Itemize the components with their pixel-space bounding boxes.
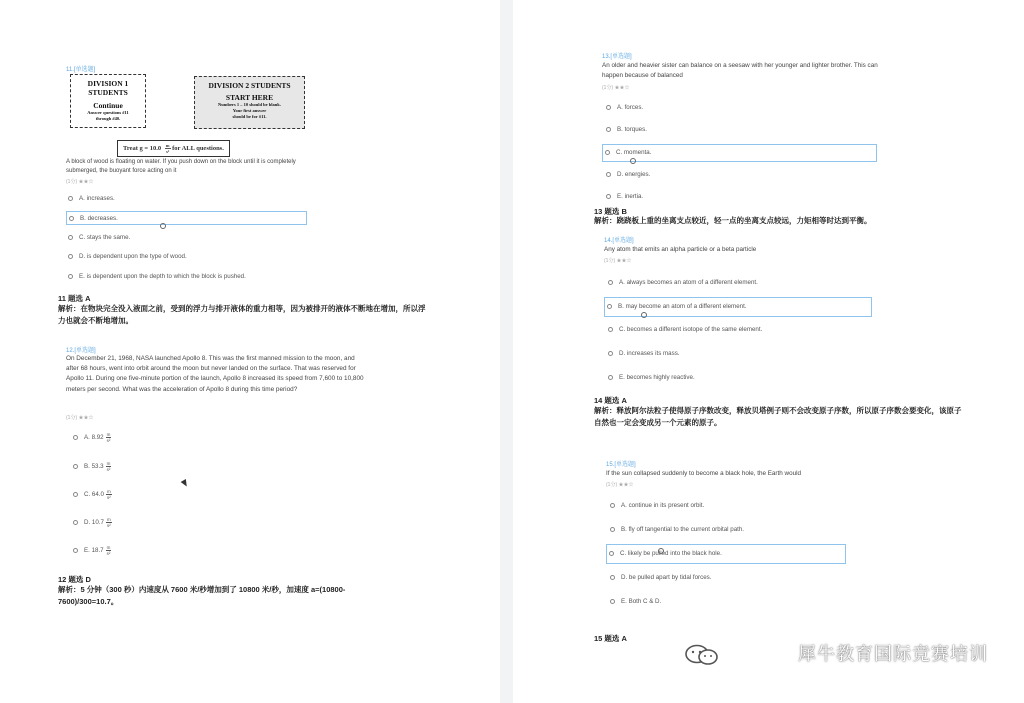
radio-icon[interactable] bbox=[73, 435, 78, 440]
radio-icon[interactable] bbox=[606, 172, 611, 177]
option-b[interactable] bbox=[604, 123, 647, 137]
radio-icon[interactable] bbox=[73, 520, 78, 525]
question-meta: (1分) ★★☆ bbox=[602, 85, 630, 91]
unit-fraction bbox=[106, 461, 112, 472]
left-page bbox=[0, 0, 500, 703]
option-label: E. 18.7 bbox=[84, 547, 104, 554]
option-label: B. fly off tangential to the current orbital path. bbox=[621, 526, 745, 533]
unit-fraction bbox=[106, 489, 112, 500]
option-label: C. likely be pulled into the black hole. bbox=[620, 550, 722, 557]
radio-icon[interactable] bbox=[73, 464, 78, 469]
radio-icon[interactable] bbox=[608, 351, 613, 356]
answer-label: 12 题选 D bbox=[58, 575, 91, 584]
unit-denominator: s² bbox=[106, 550, 111, 556]
option-e[interactable] bbox=[66, 270, 246, 284]
option-label: D. 10.7 bbox=[84, 519, 104, 526]
explanation-text: 解析：5 分钟（300 秒）内速度从 7600 米/秒增加到了 10800 米/秒，加速度 a=(10800-7600)/300=10.7。 bbox=[58, 585, 346, 606]
option-label: A. increases. bbox=[79, 195, 115, 202]
gravity-note-prefix: Treat g = 10.0 bbox=[123, 144, 162, 152]
question-tag: 12.[单选题] bbox=[66, 348, 96, 354]
question-text: An older and heavier sister can balance on a seesaw with her younger and lighter brother. This can happen because of balanced bbox=[602, 62, 878, 79]
option-a[interactable] bbox=[606, 276, 758, 290]
unit-fraction bbox=[106, 517, 112, 528]
unit-denominator: s² bbox=[166, 149, 170, 154]
division2-note: Numbers 1 – 10 should be blank. bbox=[218, 102, 281, 107]
question-tag: 13.[单选题] bbox=[602, 54, 632, 60]
division2-action: START HERE bbox=[225, 93, 274, 102]
unit-fraction bbox=[106, 432, 112, 443]
question-tag: 14.[单选题] bbox=[604, 238, 634, 244]
explanation-text: 解析：跷跷板上重的坐离支点较近，轻一点的坐离支点较远，力矩相等时达到平衡。 bbox=[594, 216, 872, 225]
unit-numerator: m bbox=[106, 488, 111, 494]
unit-numerator: m bbox=[106, 516, 111, 522]
radio-icon[interactable] bbox=[68, 254, 73, 259]
option-label: C. stays the same. bbox=[79, 234, 131, 241]
option-label: C. 64.0 bbox=[84, 491, 104, 498]
radio-icon[interactable] bbox=[606, 105, 611, 110]
unit-denominator: s² bbox=[106, 466, 111, 472]
gravity-note bbox=[117, 140, 230, 157]
radio-icon[interactable] bbox=[609, 551, 614, 556]
option-a[interactable] bbox=[66, 192, 115, 206]
question-text: Any atom that emits an alpha particle or a beta particle bbox=[604, 246, 757, 253]
option-c[interactable] bbox=[606, 323, 762, 337]
division1-subtitle: STUDENTS bbox=[88, 88, 128, 97]
option-label: E. Both C & D. bbox=[621, 598, 662, 605]
unit-denominator: s² bbox=[106, 522, 111, 528]
loading-spinner-icon bbox=[160, 223, 166, 229]
option-c[interactable] bbox=[71, 488, 112, 502]
radio-icon[interactable] bbox=[68, 235, 73, 240]
radio-icon[interactable] bbox=[68, 274, 73, 279]
loading-spinner-icon bbox=[658, 548, 664, 554]
option-d[interactable] bbox=[604, 168, 650, 182]
radio-icon[interactable] bbox=[69, 216, 74, 221]
division1-action: Continue bbox=[93, 101, 123, 110]
option-label: A. forces. bbox=[617, 104, 644, 111]
question-meta: (1分) ★★☆ bbox=[604, 258, 632, 264]
unit-numerator: m bbox=[165, 143, 170, 148]
question-text: If the sun collapsed suddenly to become a black hole, the Earth would bbox=[606, 470, 801, 477]
answer-label: 15 题选 A bbox=[594, 634, 627, 643]
option-label: C. becomes a different isotope of the same element. bbox=[619, 326, 763, 333]
explanation-text: 解析：释放阿尔法粒子使得原子序数改变，释放贝塔例子则不会改变原子序数，所以原子序数会要变化，该原子自然也一定会变成另一个元素的原子。 bbox=[594, 406, 962, 427]
radio-icon[interactable] bbox=[606, 127, 611, 132]
option-label: E. inertia. bbox=[617, 193, 644, 200]
radio-icon[interactable] bbox=[68, 196, 73, 201]
option-label: D. energies. bbox=[617, 171, 651, 178]
option-d[interactable] bbox=[606, 347, 680, 361]
mouse-cursor-icon bbox=[181, 479, 190, 488]
option-label: D. increases its mass. bbox=[619, 350, 680, 357]
option-label: A. 8.92 bbox=[84, 434, 104, 441]
option-label: A. always becomes an atom of a different element. bbox=[619, 279, 758, 286]
option-label: A. continue in its present orbit. bbox=[621, 502, 705, 509]
loading-spinner-icon bbox=[630, 158, 636, 164]
radio-icon[interactable] bbox=[610, 503, 615, 508]
wechat-icon bbox=[683, 643, 723, 667]
option-b[interactable] bbox=[66, 211, 307, 225]
option-a[interactable] bbox=[604, 101, 643, 115]
question-meta: (1分) ★★☆ bbox=[66, 415, 94, 421]
question-meta: (1分) ★★☆ bbox=[606, 482, 634, 488]
question-tag: 11.[单选题] bbox=[66, 67, 96, 73]
option-label: E. is dependent upon the depth to which the block is pushed. bbox=[79, 273, 246, 280]
option-label: C. momenta. bbox=[616, 149, 652, 156]
division1-box bbox=[70, 74, 146, 128]
question-meta: (1分) ★★☆ bbox=[66, 179, 94, 185]
unit-fraction bbox=[106, 545, 112, 556]
option-e[interactable] bbox=[608, 595, 661, 609]
radio-icon[interactable] bbox=[608, 280, 613, 285]
division1-note: through #40. bbox=[95, 116, 121, 121]
question-text: On December 21, 1968, NASA launched Apollo 8. This was the first manned mission to the moon, and after 68 hours, went into orbit around the moon but never landed on the surface. That was reserved for Apollo 11. During one five-minute portion of the launch, Apollo 8 increased its speed from 7,600 to 10,800 meters per second. What was the acceleration of Apollo 8 during this time period? bbox=[66, 355, 364, 393]
unit-numerator: m bbox=[106, 431, 111, 437]
division1-note: Answer questions #11 bbox=[87, 110, 129, 115]
radio-icon[interactable] bbox=[608, 327, 613, 332]
answer-label: 13 题选 B bbox=[594, 207, 627, 216]
option-b[interactable] bbox=[608, 523, 744, 537]
division2-title: DIVISION 2 STUDENTS bbox=[208, 81, 291, 90]
radio-icon[interactable] bbox=[610, 599, 615, 604]
option-d[interactable] bbox=[608, 571, 711, 585]
option-label: B. torques. bbox=[617, 126, 647, 133]
option-label: B. may become an atom of a different element. bbox=[618, 303, 747, 310]
option-d[interactable] bbox=[66, 250, 187, 264]
radio-icon[interactable] bbox=[73, 492, 78, 497]
option-d[interactable] bbox=[71, 516, 112, 530]
gravity-note-suffix: for ALL questions. bbox=[172, 144, 224, 152]
option-label: B. 53.3 bbox=[84, 463, 104, 470]
option-b[interactable] bbox=[71, 460, 111, 474]
option-a[interactable] bbox=[71, 431, 111, 445]
option-e[interactable] bbox=[604, 190, 643, 204]
unit-denominator: s² bbox=[106, 437, 111, 443]
option-c[interactable] bbox=[606, 544, 846, 564]
question-tag: 15.[单选题] bbox=[606, 462, 636, 468]
radio-icon[interactable] bbox=[610, 575, 615, 580]
division2-box bbox=[194, 76, 305, 129]
option-c[interactable] bbox=[602, 144, 877, 162]
unit-numerator: m bbox=[106, 460, 111, 466]
unit-numerator: m bbox=[106, 544, 111, 550]
option-e[interactable] bbox=[71, 544, 111, 558]
division2-note: should be for #11. bbox=[232, 114, 267, 119]
division1-title: DIVISION 1 bbox=[87, 79, 129, 88]
answer-label: 14 题选 A bbox=[594, 396, 627, 405]
radio-icon[interactable] bbox=[610, 527, 615, 532]
radio-icon[interactable] bbox=[608, 375, 613, 380]
option-a[interactable] bbox=[608, 499, 704, 513]
option-c[interactable] bbox=[66, 231, 130, 245]
option-label: E. becomes highly reactive. bbox=[619, 374, 695, 381]
radio-icon[interactable] bbox=[606, 194, 611, 199]
gravity-unit bbox=[165, 143, 171, 154]
option-label: D. be pulled apart by tidal forces. bbox=[621, 574, 712, 581]
radio-icon[interactable] bbox=[605, 150, 610, 155]
answer-label: 11 题选 A bbox=[58, 294, 91, 303]
option-e[interactable] bbox=[606, 371, 695, 385]
right-page bbox=[513, 0, 1024, 703]
explanation-text: 解析：在物块完全没入液面之前，受到的浮力与排开液体的重力相等，因为被排开的液体不断地在增加，所以浮力也就会不断地增加。 bbox=[58, 304, 426, 325]
option-label: B. decreases. bbox=[80, 215, 118, 222]
radio-icon[interactable] bbox=[73, 548, 78, 553]
option-label: D. is dependent upon the type of wood. bbox=[79, 253, 187, 260]
watermark-text: 犀牛教育国际竞赛培训 bbox=[798, 644, 988, 665]
question-text: A block of wood is floating on water. If you push down on the block until it is completely submerged, the buoyant force acting on it bbox=[66, 159, 296, 174]
radio-icon[interactable] bbox=[607, 304, 612, 309]
unit-denominator: s² bbox=[106, 494, 111, 500]
division2-note: Your first answer bbox=[232, 108, 267, 113]
loading-spinner-icon bbox=[641, 312, 647, 318]
